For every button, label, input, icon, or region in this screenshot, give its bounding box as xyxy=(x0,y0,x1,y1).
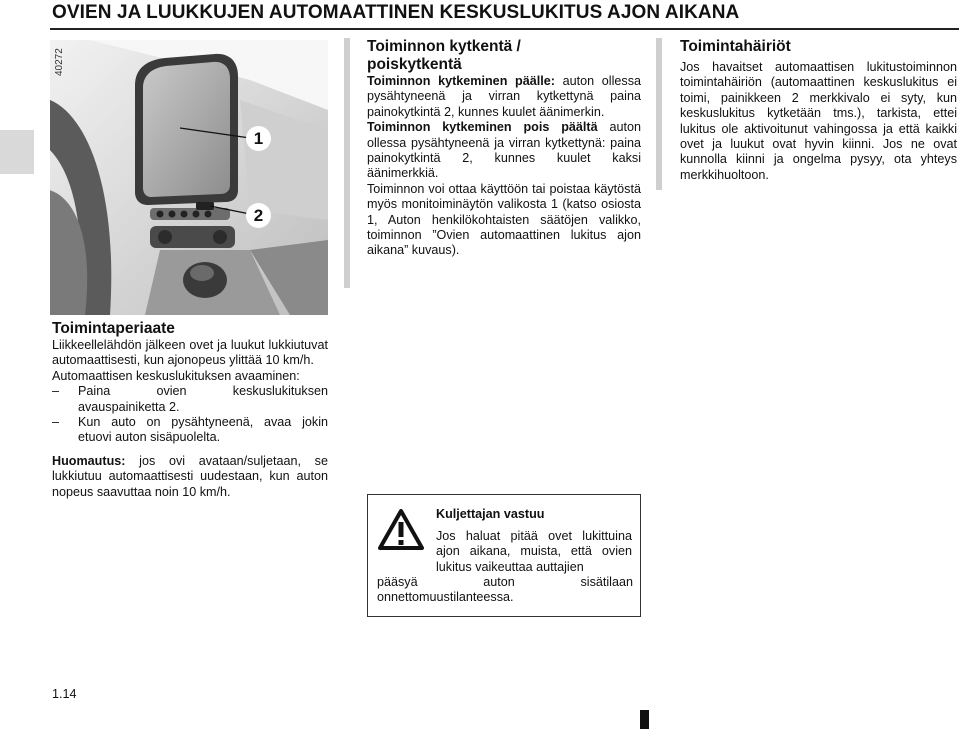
warning-triangle-icon xyxy=(378,509,424,551)
section-heading: Toimintahäiriöt xyxy=(680,38,791,55)
note-label: Huomautus: xyxy=(52,453,126,468)
dashboard-drawing xyxy=(50,40,328,315)
paragraph: Toiminnon voi ottaa käyttöön tai poistaa käytöstä myös monitoiminäytön valikosta 1 (katso osiosta 1, Auton henkilökohtaisten säätöjen valikko, toiminnon ”Ovien automaattinen lukitus ajon aikana” kuvaus). xyxy=(367,181,641,258)
paragraph-text: auton ollessa pysähtyneenä ja virran kytkettynä: paina painokytkintä 2, kunnes kuulet kaksi äänimerkkiä. xyxy=(367,120,642,181)
paragraph: Liikkeellelähdön jälkeen ovet ja luukut lukkiutuvat automaattisesti, kun ajonopeus ylittää 10 km/h. xyxy=(52,338,328,368)
warning-title: Kuljettajan vastuu xyxy=(436,507,545,521)
list-item xyxy=(52,415,328,446)
callout-2: 2 xyxy=(246,203,271,228)
section-malfunctions xyxy=(680,38,957,183)
section-operating-principle xyxy=(52,320,328,500)
page-number: 1.14 xyxy=(52,687,77,701)
section-heading: Toimintaperiaate xyxy=(52,320,175,337)
note-paragraph xyxy=(52,454,328,500)
chapter-tab xyxy=(0,130,34,174)
warning-text: pääsyä auton sisätilaan onnettomuustilanteessa. xyxy=(377,575,633,605)
list-dash: – xyxy=(52,415,60,430)
paragraph xyxy=(367,74,641,120)
paragraph-text: auton ollessa pysähtyneenä ja virran kytkettynä paina painokytkintä 2, kunnes kuulet äänimerkin. xyxy=(367,74,642,119)
figure-code: 40272 xyxy=(54,48,65,76)
list-item-text: Paina ovien keskuslukituksen avauspainiketta 2. xyxy=(78,384,328,414)
list-dash: – xyxy=(52,384,60,399)
section-heading: Toiminnon kytkentä / poiskytkentä xyxy=(367,38,521,73)
paragraph: Automaattisen keskuslukituksen avaaminen: xyxy=(52,368,300,383)
column-bar xyxy=(656,38,662,190)
page-title: OVIEN JA LUUKKUJEN AUTOMAATTINEN KESKUSLUKITUS AJON AIKANA xyxy=(52,2,740,23)
list-item-text: Kun auto on pysähtyneenä, avaa jokin etuovi auton sisäpuolelta. xyxy=(78,415,328,445)
list-item xyxy=(52,384,328,415)
paragraph xyxy=(367,120,641,182)
section-activation xyxy=(367,38,641,259)
bold-label: Toiminnon kytkeminen pois päältä xyxy=(367,120,598,135)
paragraph: Jos havaitset automaattisen lukitustoiminnon toimintahäiriön (automaattinen keskuslukitus ei toimi, painikkeen 2 merkkivalo ei syty, kun keskuslukitus kytketään tms.), tarkista, ettei lukitus ole aktivoitunut vahingossa ja että kaikki ovet ja luukut ovat hyvin kiinni. Jos ne ovat kunnolla kiinni ja ongelma pysyy, ota yhteys merkkihuoltoon. xyxy=(680,60,957,182)
title-divider xyxy=(50,28,959,30)
end-marker xyxy=(640,710,649,729)
note-text: jos ovi avataan/suljetaan, se lukkiutuu automaattisesti uudestaan, kun auton nopeus saavuttaa noin 10 km/h. xyxy=(52,453,328,499)
warning-text: Jos haluat pitää ovet lukittuina ajon aikana, muista, että ovien lukitus vaikeuttaa auttajien xyxy=(436,529,632,574)
warning-box xyxy=(367,494,641,617)
column-bar xyxy=(344,38,350,288)
callout-1: 1 xyxy=(246,126,271,151)
bold-label: Toiminnon kytkeminen päälle: xyxy=(367,74,555,88)
dashboard-illustration xyxy=(50,40,328,315)
